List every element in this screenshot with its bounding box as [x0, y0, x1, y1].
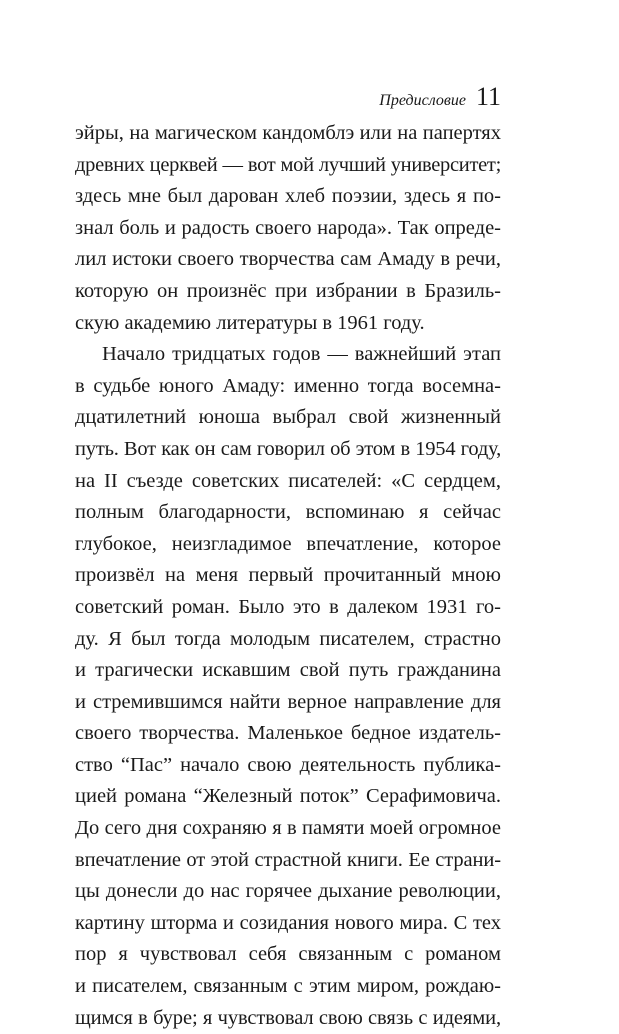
text-line: щимся в буре; я чувствовал свою связь с идеями, — [75, 1006, 501, 1029]
running-title: Предисловие — [379, 92, 466, 109]
text-line: своего творчества. Маленькое бедное издатель- — [75, 722, 501, 745]
text-line: пор я чувствовал себя связанным с романом — [75, 943, 501, 966]
text-line: здесь мне был дарован хлеб поэзии, здесь я по- — [75, 185, 501, 208]
text-line: картину шторма и созидания нового мира. С тех — [75, 911, 501, 934]
running-head — [379, 84, 501, 110]
text-line: древних церквей — вот мой лучший университет; — [75, 153, 501, 176]
text-line: впечатление от этой страстной книги. Ее страни- — [75, 848, 501, 871]
text-line: произвёл на меня первый прочитанный мною — [75, 564, 501, 587]
text-line: полным благодарности, вспоминаю я сейчас — [75, 501, 501, 524]
text-line: на II съезде советских писателей: «С сердцем, — [75, 469, 501, 492]
text-line: и стремившимся найти верное направление для — [75, 690, 501, 713]
text-line: эйры, на магическом кандомблэ или на папертях — [75, 122, 501, 144]
text-line: знал боль и радость своего народа». Так опреде- — [75, 216, 501, 239]
text-line: До сего дня сохраняю я в памяти моей огромное — [75, 817, 501, 840]
text-line: скую академию литературы в 1961 году. — [75, 311, 425, 334]
text-line: советский роман. Было это в далеком 1931 го- — [75, 595, 501, 618]
text-line: и трагически искавшим свой путь гражданина — [75, 659, 501, 682]
page-number: 11 — [475, 82, 501, 111]
text-line: глубокое, неизгладимое впечатление, которое — [75, 532, 501, 555]
text-line: которую он произнёс при избрании в Бразиль- — [75, 279, 501, 302]
text-line: цы донесли до нас горячее дыхание революции, — [75, 880, 501, 903]
text-line: Начало тридцатых годов — важнейший этап — [102, 343, 501, 366]
text-line: лил истоки своего творчества сам Амаду в речи, — [75, 248, 501, 271]
text-line: путь. Вот как он сам говорил об этом в 1954 году, — [75, 437, 501, 460]
text-line: в судьбе юного Амаду: именно тогда восемна- — [75, 374, 501, 397]
text-line: цией романа “Железный поток” Серафимовича. — [75, 785, 501, 808]
text-line: ство “Пас” начало свою деятельность публика- — [75, 753, 501, 776]
body-text — [75, 118, 501, 1034]
text-line: дцатилетний юноша выбрал свой жизненный — [75, 406, 501, 429]
text-line: и писателем, связанным с этим миром, рождаю- — [75, 975, 501, 998]
text-line: ду. Я был тогда молодым писателем, страстно — [75, 627, 501, 650]
